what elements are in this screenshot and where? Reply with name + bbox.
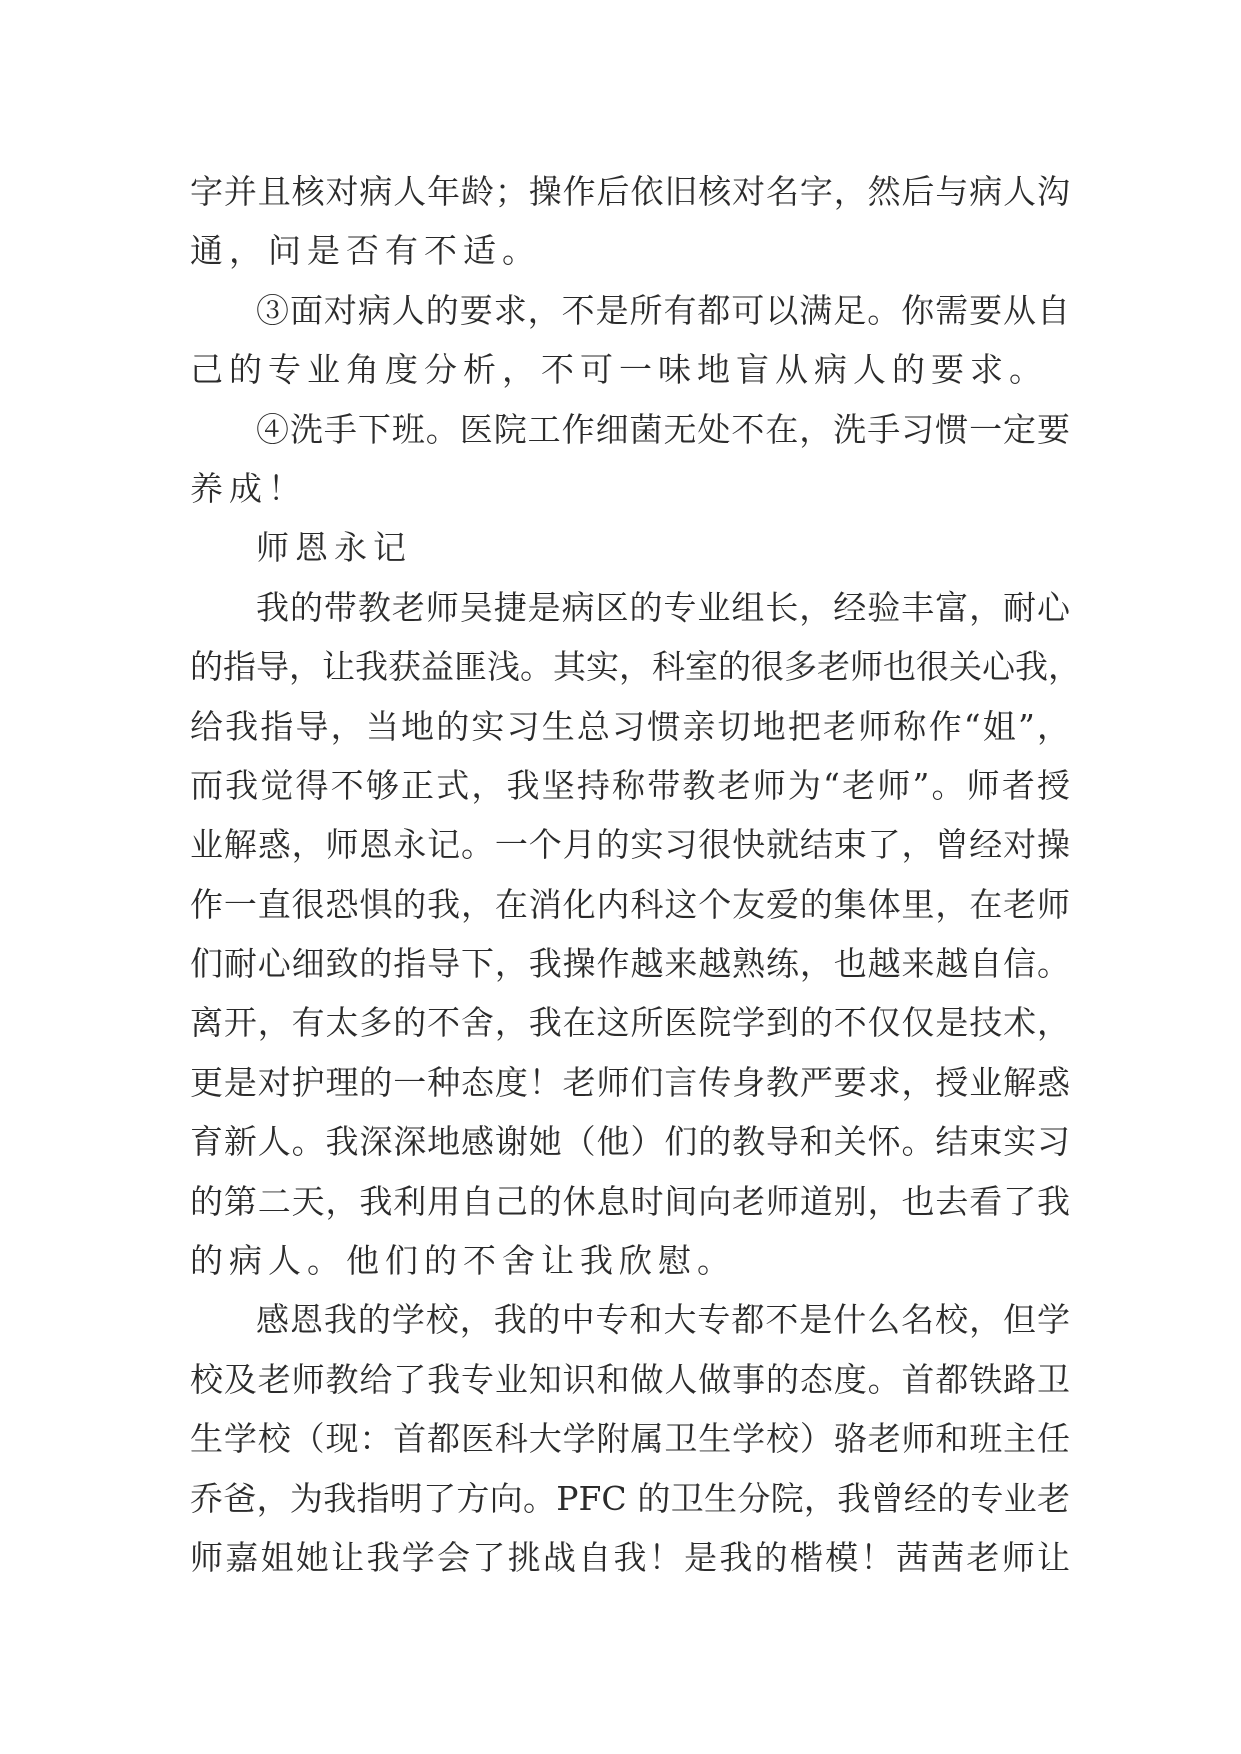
text-line: 乔爸，为我指明了方向。PFC 的卫生分院，我曾经的专业老	[190, 1478, 1070, 1518]
body-text	[190, 162, 1081, 1587]
text-line: 离开，有太多的不舍，我在这所医院学到的不仅仅是技术，	[190, 1003, 1070, 1043]
text-line: 作一直很恐惧的我，在消化内科这个友爱的集体里，在老师	[190, 884, 1070, 924]
text-line: ④洗手下班。医院工作细菌无处不在，洗手习惯一定要	[256, 409, 1070, 449]
text-line: ③面对病人的要求，不是所有都可以满足。你需要从自	[256, 290, 1070, 330]
text-line: 给我指导，当地的实习生总习惯亲切地把老师称作“姐”，	[190, 706, 1070, 746]
text-line: 育新人。我深深地感谢她（他）们的教导和关怀。结束实习	[190, 1122, 1070, 1162]
text-line: 业解惑，师恩永记。一个月的实习很快就结束了，曾经对操	[190, 825, 1070, 865]
text-line: 更是对护理的一种态度！老师们言传身教严要求，授业解惑	[190, 1062, 1070, 1102]
text-line: 校及老师教给了我专业知识和做人做事的态度。首都铁路卫	[190, 1359, 1070, 1399]
text-line: 养成！	[190, 468, 307, 508]
text-line: 感恩我的学校，我的中专和大专都不是什么名校，但学	[256, 1300, 1070, 1340]
section-heading: 师恩永记	[256, 528, 412, 568]
text-line: 通，问是否有不适。	[190, 231, 541, 271]
text-line: 师嘉姐她让我学会了挑战自我！是我的楷模！茜茜老师让	[190, 1537, 1070, 1577]
text-line: 己的专业角度分析，不可一味地盲从病人的要求。	[190, 350, 1048, 390]
text-line: 的病人。他们的不舍让我欣慰。	[190, 1241, 736, 1281]
text-line: 而我觉得不够正式，我坚持称带教老师为“老师”。师者授	[190, 765, 1070, 805]
text-line: 们耐心细致的指导下，我操作越来越熟练，也越来越自信。	[190, 944, 1070, 984]
text-line: 的指导，让我获益匪浅。其实，科室的很多老师也很关心我，	[190, 647, 1081, 687]
text-line: 字并且核对病人年龄；操作后依旧核对名字，然后与病人沟	[190, 172, 1070, 211]
text-line: 生学校（现：首都医科大学附属卫生学校）骆老师和班主任	[190, 1419, 1070, 1459]
text-line: 我的带教老师吴捷是病区的专业组长，经验丰富，耐心	[256, 587, 1070, 627]
text-line: 的第二天，我利用自己的休息时间向老师道别，也去看了我	[190, 1181, 1070, 1221]
